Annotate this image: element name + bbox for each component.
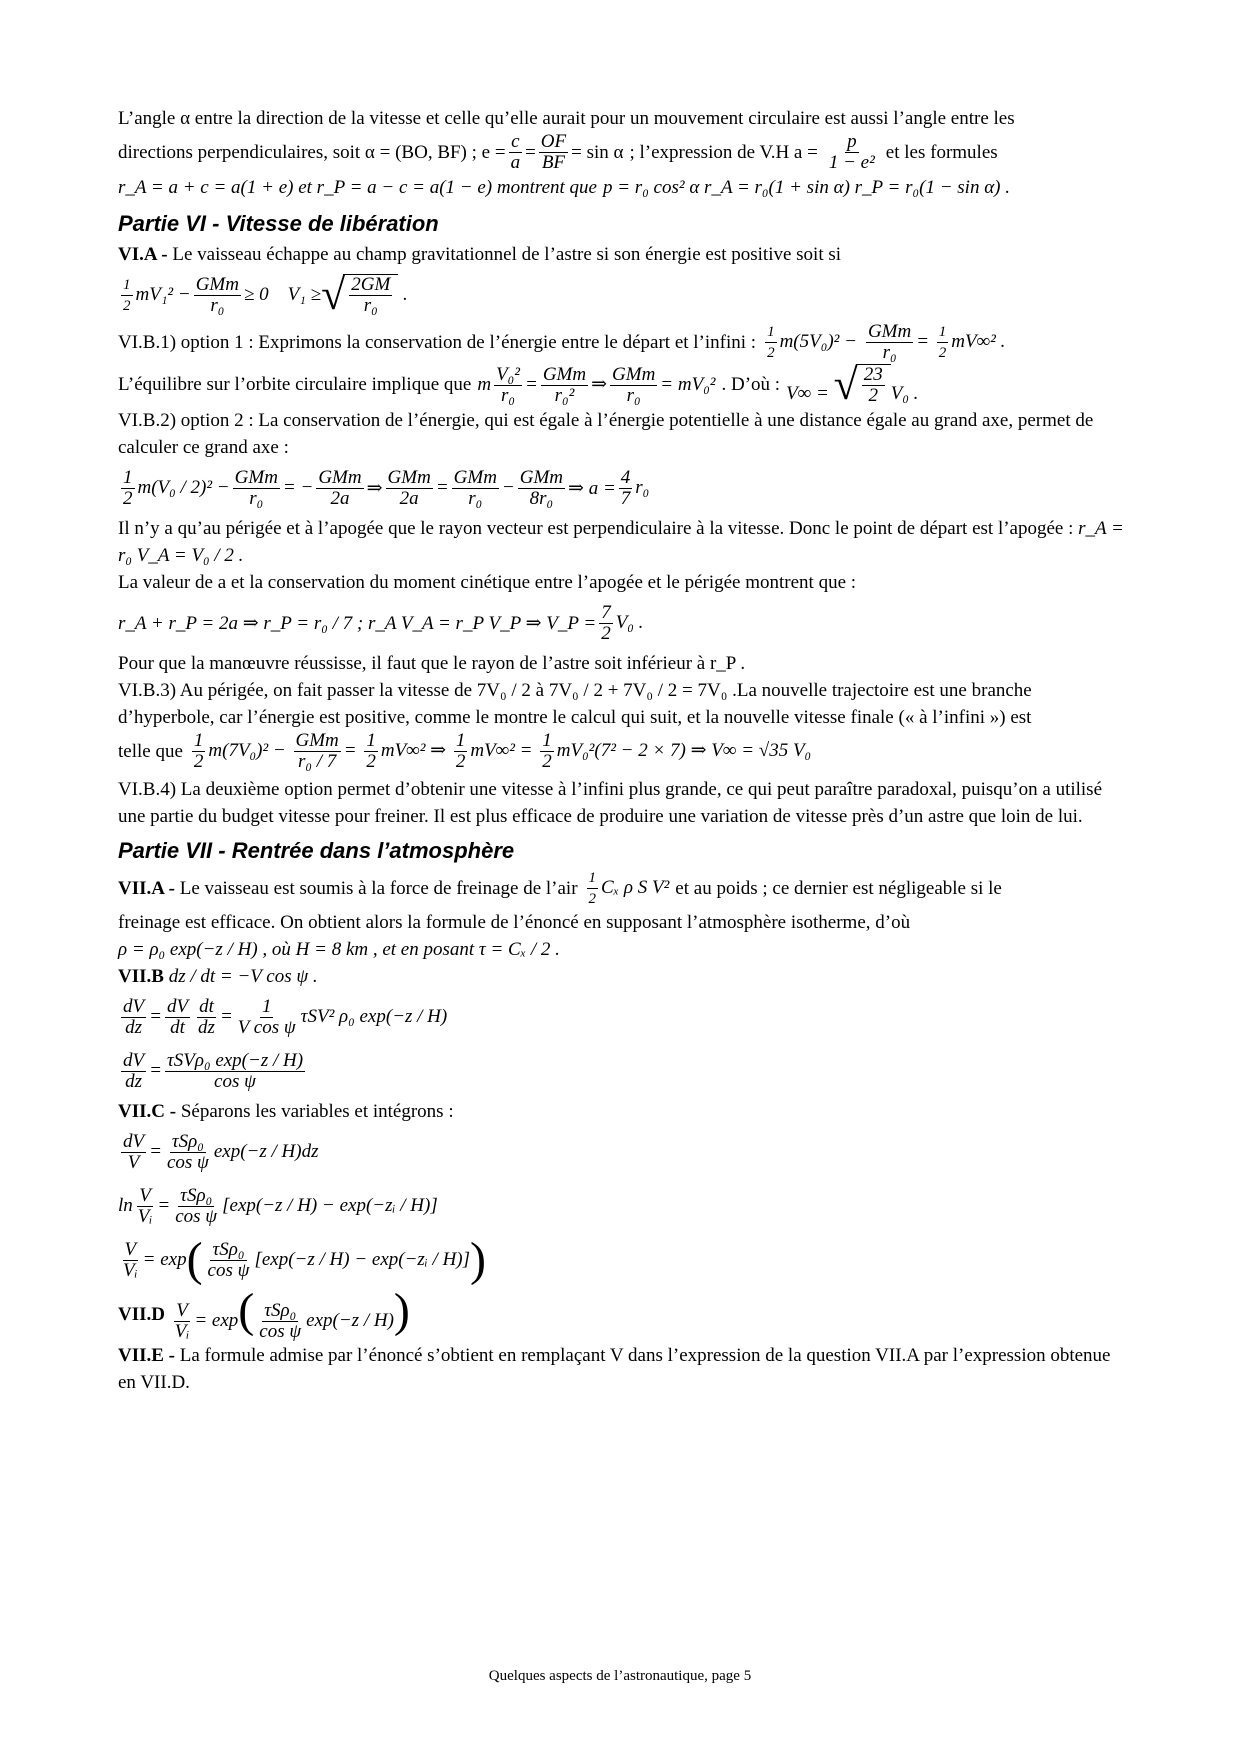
page-body xyxy=(118,105,1128,1396)
paragraph-6a: VI.A - Le vaisseau échappe au champ gravitationnel de l’astre si son énergie est positive soit si xyxy=(118,244,842,265)
equation-perigee-velocity: r_A + r_P = 2a ⇒ r_P = r₀ / 7 ; r_A V_A = r_P V_P ⇒ V_P = $\frac{7}{2}$ V₀ . xyxy=(118,601,644,644)
equation-escape-velocity: $\frac{1}{2}$ mV₁² − $\frac{\text{GMm}}{\text{r₀}}$ ≥ 0 V₁ ≥ √ $\frac{2GM}{\text{r₀}}$ . xyxy=(123,270,408,319)
intro-line-2: directions perpendiculaires, soit α = (BO, BF) ; e = $\frac{c}{a}$ = $\frac{OF}{BF}$ = sin α ; l’expression de V.H a = $\frac{p}{\text{1 − e²}}$ et les formules xyxy=(118,131,998,173)
paragraph-7e: VII.E - La formule admise par l’énoncé s’obtient en remplaçant V dans l’expression de la question VII.A par l’expression obtenue en VII.D. xyxy=(118,1345,1111,1394)
paragraph-6b1-equilibrium: L’équilibre sur l’orbite circulaire implique que m $\frac{\text{V₀²}}{\text{r₀}}$ = $\frac{\text{GMm}}{\text{r₀²}}$ ⇒ $\frac{\text{GMm}}{\text{r₀}}$ = mV₀² . D’où : V∞ = √ $\frac{23}{2}$ V₀ . xyxy=(118,360,919,409)
equation-grand-axe: $\frac{1}{2}$ m(V₀ / 2)² − $\frac{\text{GMm}}{\text{r₀}}$ = − $\frac{\text{GMm}}{2a}$ ⇒ $\frac{\text{GMm}}{2a}$ = $\frac{\text{GMm}}{\text{r₀}}$ − $\frac{\text{GMm}}{\text{8r₀}}$ ⇒ a = $\frac{4}{7}$ r₀ xyxy=(123,466,650,509)
fraction-c-over-a: $\frac{c}{a}$ xyxy=(510,131,521,173)
page-footer: Quelques aspects de l’astronautique, page 5 xyxy=(488,1668,752,1684)
paragraph-7b: VII.B dz / dt = −V cos ψ . xyxy=(118,966,318,987)
paragraph-6b2-apogee: Il n’y a qu’au périgée et à l’apogée que le rayon vecteur est perpendiculaire à la vitesse. Donc le point de départ est l’apogée : r_A = r₀ V_A = V₀ / 2 . xyxy=(118,518,1124,566)
intro-line-3: r_A = a + c = a(1 + e) et r_P = a − c = a(1 − e) montrent que p = r₀ cos² α r_A = r₀(1 + sin α) r_P = r₀(1 − sin α) . xyxy=(118,177,1010,198)
paragraph-7a-density: ρ = ρ₀ exp(−z / H) , où H = 8 km , et en posant τ = Cₓ / 2 . xyxy=(118,939,560,960)
equation-7c-3: $\frac{V}{\text{Vᵢ}}$ = exp ( $\frac{\text{τSρ₀}}{\text{cos ψ}}$ [exp(−z / H) − exp(−zᵢ / H)] ) xyxy=(123,1233,487,1286)
intro-line-1: L’angle α entre la direction de la vitesse et celle qu’elle aurait pour un mouvement circulaire est aussi l’angle entre les xyxy=(118,108,1015,129)
equation-7b-1: $\frac{dV}{dz}$ = $\frac{dV}{dt}$ $\frac{dt}{dz}$ = $\frac{1}{\text{V cos ψ}}$ τSV² ρ₀ exp(−z / H) xyxy=(123,995,448,1038)
paragraph-7a-cont: freinage est efficace. On obtient alors la formule de l’énoncé en supposant l’atmosphère isotherme, d’où xyxy=(118,912,911,933)
fraction-of-over-bf: $\frac{OF}{BF}$ xyxy=(540,131,567,173)
paragraph-6b1: VI.B.1) option 1 : Exprimons la conservation de l’énergie entre le départ et l’infini : $\frac{1}{2}$ m(5V₀)² − $\frac{\text{GMm}}{\text{r₀}}$ = $\frac{1}{2}$ mV∞² . xyxy=(118,321,1006,363)
equation-hyperbola: telle que $\frac{1}{2}$ m(7V₀)² − $\frac{\text{GMm}}{\text{r₀ / 7}}$ = $\frac{1}{2}$ mV∞² ⇒ $\frac{1}{2}$ mV∞² = $\frac{1}{2}$ mV₀²(7² − 2 × 7) ⇒ V∞ = √35 V₀ xyxy=(118,730,812,772)
paragraph-6b3: VI.B.3) Au périgée, on fait passer la vitesse de 7V₀ / 2 à 7V₀ / 2 + 7V₀ / 2 = 7V₀ .La nouvelle trajectoire est une branche d’hyperbole, car l’énergie est positive, comme le montre le calcul qui suit, et la nouvelle vitesse finale (« à l’infini ») est xyxy=(118,680,1032,728)
equation-7b-2: $\frac{dV}{dz}$ = $\frac{\text{τSVρ₀ exp(−z / H)}}{\text{cos ψ}}$ xyxy=(123,1049,304,1092)
paragraph-7d: VII.D $\frac{V}{\text{Vᵢ}}$ = exp( $\frac{\text{τSρ₀}}{\text{cos ψ}}$ exp(−z / H)) xyxy=(118,1284,410,1343)
equation-7c-1: $\frac{dV}{V}$ = $\frac{\text{τSρ₀}}{\text{cos ψ}}$ exp(−z / H)dz xyxy=(123,1130,319,1173)
paragraph-6b2: VI.B.2) option 2 : La conservation de l’énergie, qui est égale à l’énergie potentielle à une distance égale au grand axe, permet de calculer ce grand axe : xyxy=(118,410,1094,458)
paragraph-6b2-moment: La valeur de a et la conservation du moment cinétique entre l’apogée et le périgée montrent que : xyxy=(118,572,857,593)
section-title-part-6: Partie VI - Vitesse de libération xyxy=(118,211,439,236)
paragraph-6b4: VI.B.4) La deuxième option permet d’obtenir une vitesse à l’infini plus grande, ce qui peut paraître paradoxal, puisqu’on a utilisé une partie du budget vitesse pour freiner. Il est plus efficace de produire une variation de vitesse près d’un astre que loin de lui. xyxy=(118,779,1103,827)
section-title-part-7: Partie VII - Rentrée dans l’atmosphère xyxy=(118,838,515,863)
equation-7c-2: ln $\frac{V}{\text{Vᵢ}}$ = $\frac{\text{τSρ₀}}{\text{cos ψ}}$ [exp(−z / H) − exp(−zᵢ / H)] xyxy=(118,1184,438,1227)
paragraph-7c: VII.C - Séparons les variables et intégrons : xyxy=(118,1101,454,1122)
fraction-p-over-1-e2: $\frac{p}{\text{1 − e²}}$ xyxy=(828,131,875,173)
paragraph-6b2-condition: Pour que la manœuvre réussisse, il faut que le rayon de l’astre soit inférieur à r_P . xyxy=(118,653,746,674)
paragraph-7a: VII.A - Le vaisseau est soumis à la force de freinage de l’air $\frac{1}{2}$ Cₓ ρ S V² et au poids ; ce dernier est négligeable si le xyxy=(118,870,1002,907)
